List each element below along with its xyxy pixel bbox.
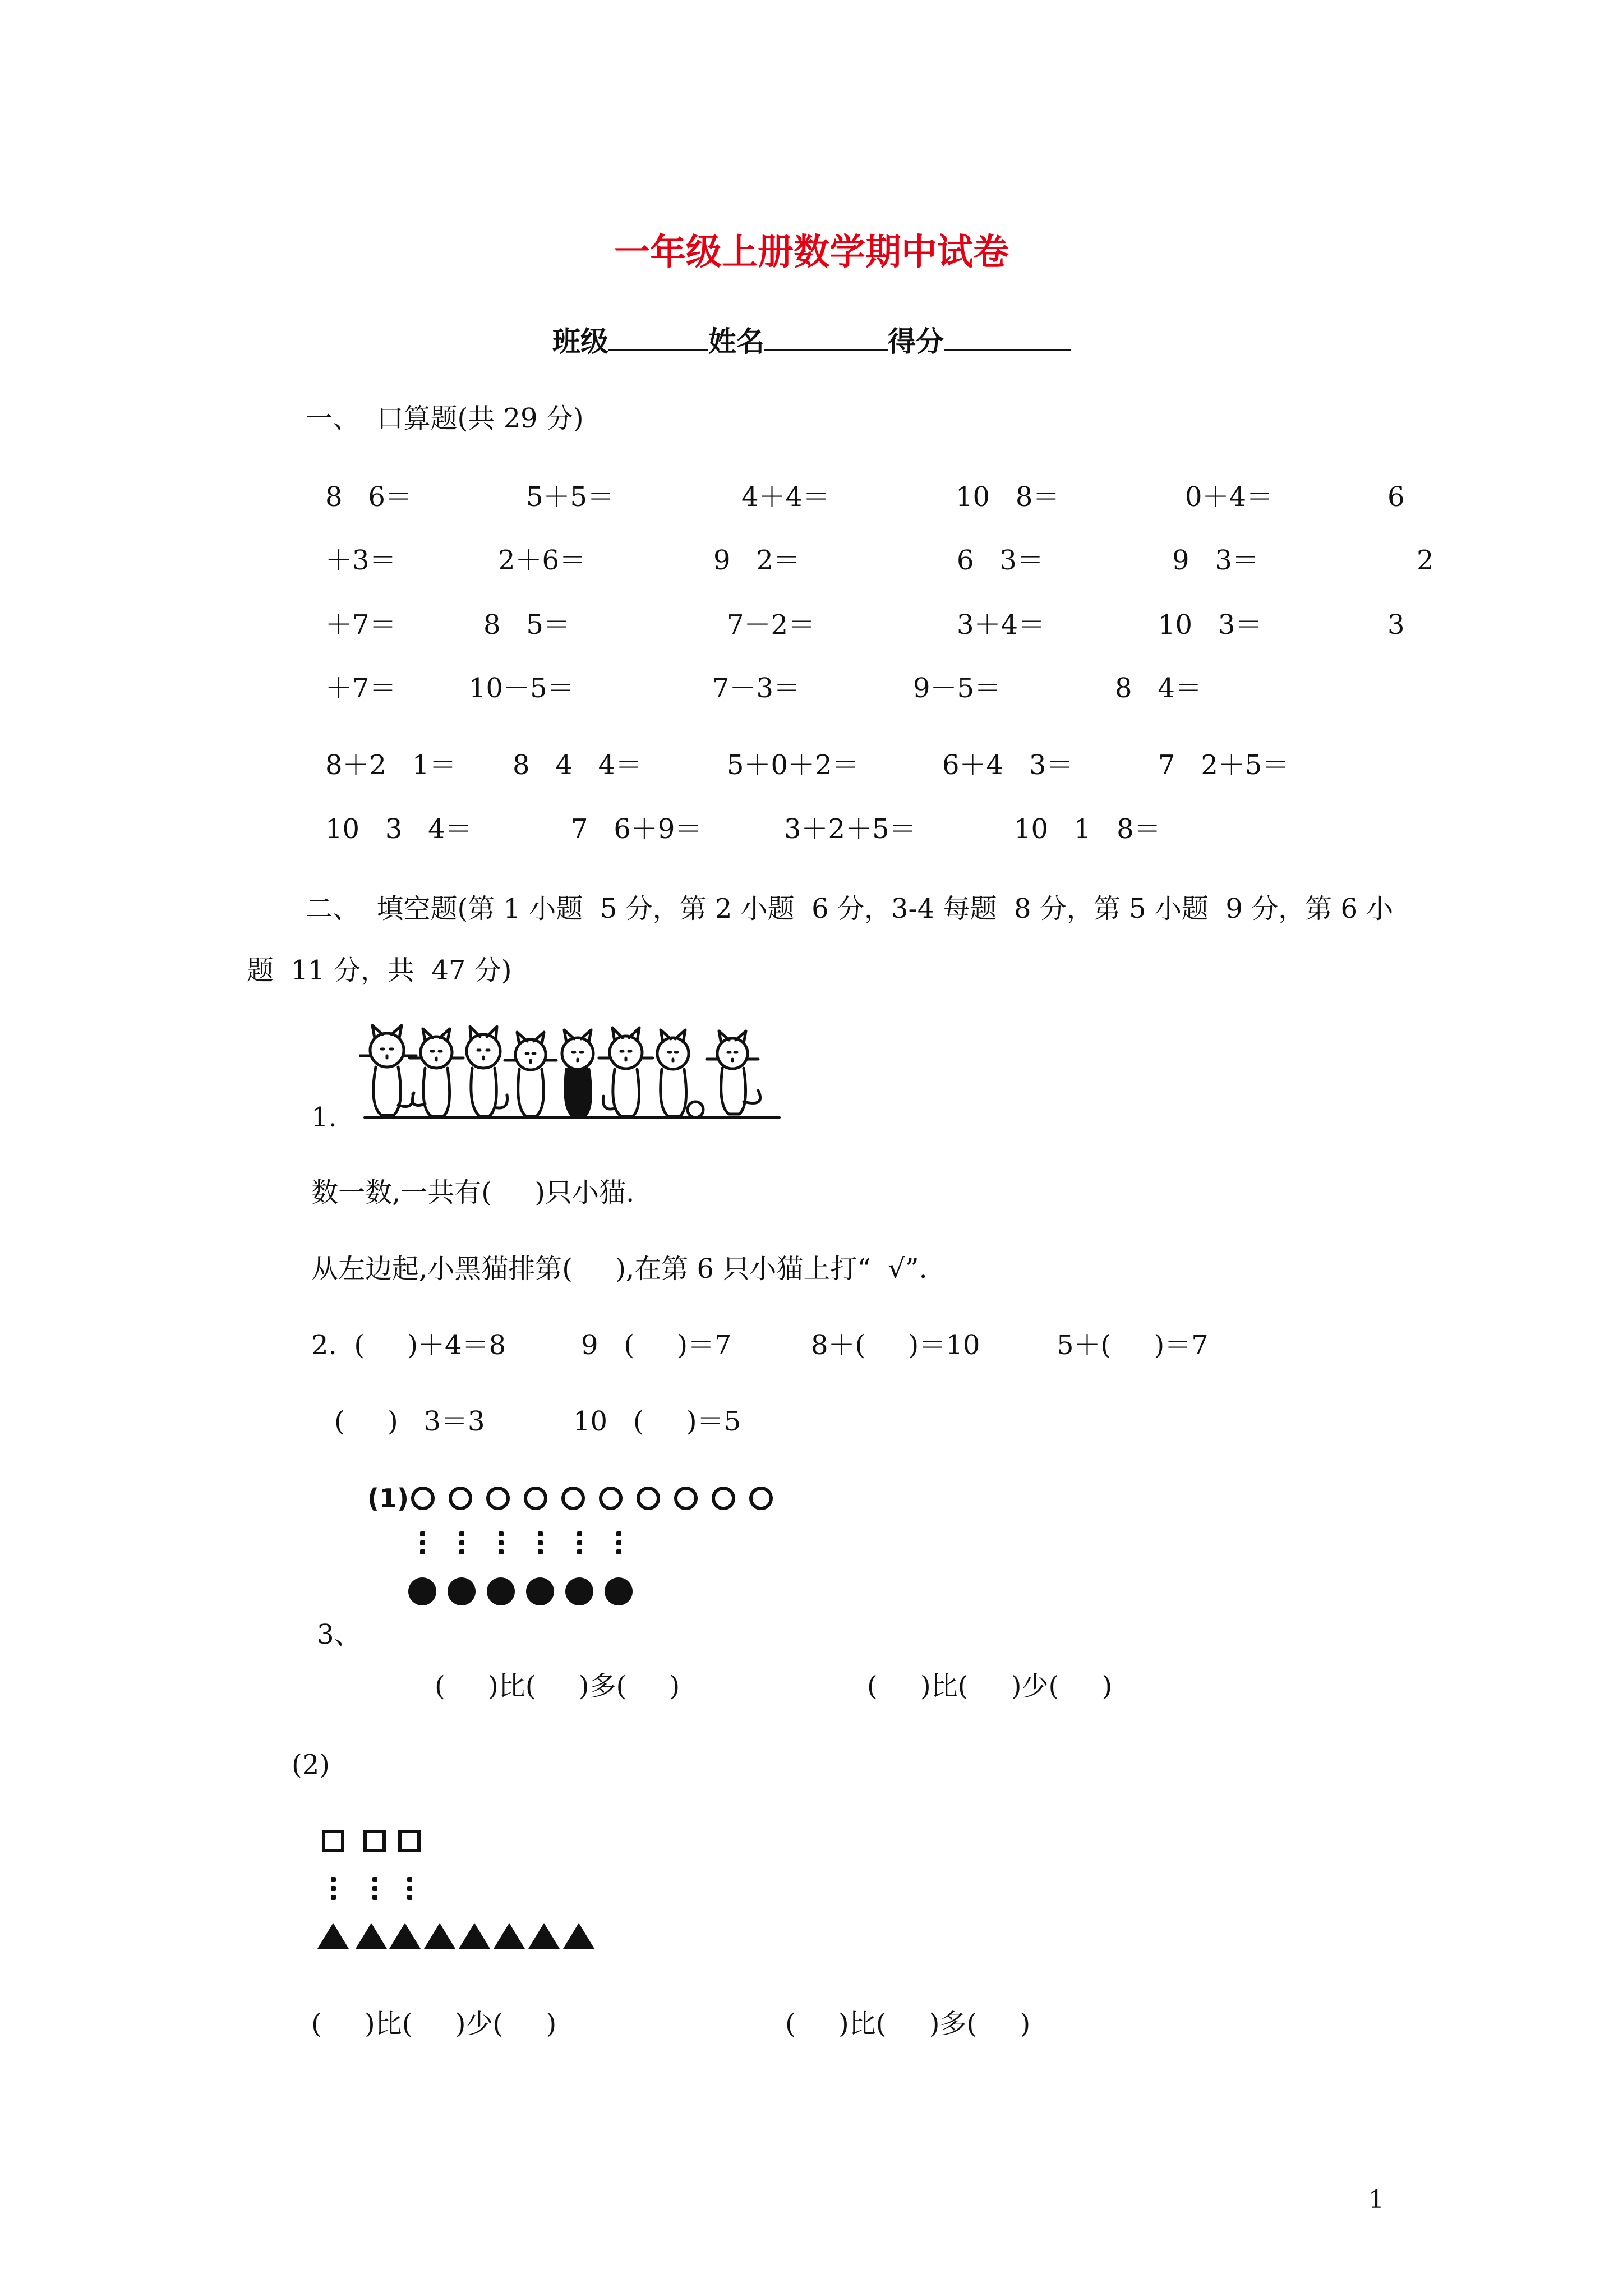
problem: 9－5＝ — [913, 673, 1002, 704]
problem: 0＋4＝ — [1185, 481, 1274, 513]
problem: 8 5＝ — [483, 609, 570, 641]
hollow-circle — [411, 1487, 435, 1510]
triangle-shape — [356, 1923, 387, 1949]
square-shape — [398, 1830, 421, 1852]
triangle-shape — [424, 1923, 455, 1949]
problem: 9 3＝ — [1172, 545, 1259, 576]
q3-part2-answer-b: ( )比( )多( ) — [785, 2008, 1031, 2040]
dotted-connector — [577, 1531, 583, 1559]
q3-part2-label: (2) — [292, 1749, 330, 1780]
q1-number: 1. — [311, 1102, 337, 1133]
problem: 8 4＝ — [1115, 673, 1202, 704]
problem: 7 2＋5＝ — [1158, 749, 1289, 781]
q3-number: 3、 — [317, 1619, 361, 1650]
dotted-connector — [407, 1877, 413, 1905]
cat-figure — [467, 1027, 508, 1116]
dotted-connector — [331, 1877, 336, 1905]
dotted-connector — [372, 1877, 378, 1905]
page-title: 一年级上册数学期中试卷 — [614, 231, 1009, 273]
problem: 10 8＝ — [956, 481, 1060, 513]
triangle-shape — [317, 1923, 349, 1949]
triangle-shape — [389, 1923, 421, 1949]
problem: 6 3＝ — [957, 545, 1044, 576]
black-cat-figure — [562, 1030, 593, 1116]
problem: ＋7＝ — [325, 673, 396, 704]
problem: 2＋6＝ — [498, 545, 587, 576]
problem: 4＋4＝ — [741, 481, 830, 513]
hollow-circle — [637, 1487, 660, 1510]
q2-item: 9 ( )＝7 — [581, 1329, 732, 1361]
q2-item: 2. ( )＋4＝8 — [311, 1329, 506, 1361]
filled-circle — [448, 1577, 476, 1605]
dotted-connector — [459, 1531, 465, 1559]
hollow-circle — [712, 1487, 735, 1510]
problem: 7－3＝ — [712, 673, 801, 704]
dotted-connector — [499, 1531, 504, 1559]
name-label: 姓名 — [708, 325, 764, 358]
dotted-connector — [420, 1531, 426, 1559]
q2-item: 5＋( )＝7 — [1057, 1329, 1209, 1361]
square-shape — [363, 1830, 386, 1852]
problem: 3＋4＝ — [957, 609, 1045, 641]
hollow-circle — [449, 1487, 472, 1510]
q3-part2-answer-a: ( )比( )少( ) — [311, 2008, 557, 2040]
problem: 7－2＝ — [727, 609, 815, 641]
q2-item: 10 ( )＝5 — [573, 1406, 741, 1437]
problem: 7 6＋9＝ — [571, 813, 702, 845]
hollow-circle — [524, 1487, 547, 1510]
hollow-circle — [749, 1487, 773, 1510]
problem: 8＋2 1＝ — [325, 749, 457, 781]
problem: 8 6＝ — [325, 481, 412, 513]
section1-heading: 一、 口算题(共 29 分) — [306, 403, 584, 434]
q3-part1-label: (1) — [367, 1483, 409, 1513]
q3-part1-answer-a: ( )比( )多( ) — [435, 1671, 680, 1702]
problem: 10 1 8＝ — [1014, 813, 1161, 845]
problem: 2 — [1417, 545, 1434, 576]
cat-figure — [359, 1025, 416, 1115]
section2-heading-cont: 题 11 分，共 47 分) — [247, 955, 512, 986]
cat-figure — [599, 1028, 653, 1116]
filled-circle — [565, 1577, 593, 1605]
problem: 10 3＝ — [1158, 609, 1262, 641]
q3-part1-answer-b: ( )比( )少( ) — [867, 1671, 1113, 1702]
q1-count-text: 数一数,一共有( )只小猫. — [311, 1177, 635, 1208]
problem: 5＋0＋2＝ — [727, 749, 859, 781]
cat-figure — [409, 1029, 463, 1116]
dotted-connector — [616, 1531, 622, 1559]
problem: 6＋4 3＝ — [942, 749, 1073, 781]
problem: 10－5＝ — [469, 673, 574, 704]
filled-circle — [408, 1577, 436, 1605]
cats-illustration — [359, 1021, 785, 1122]
filled-circle — [605, 1577, 633, 1605]
section2-heading: 二、 填空题(第 1 小题 5 分，第 2 小题 6 分，3-4 每题 8 分，第 5 小题 9 分，第 6 小 — [306, 893, 1394, 924]
cat-figure — [707, 1031, 760, 1114]
hollow-circle — [599, 1487, 623, 1510]
cat-figure — [657, 1030, 703, 1117]
name-blank — [764, 326, 888, 351]
problem: 8 4 4＝ — [513, 749, 643, 781]
q2-item: ( ) 3＝3 — [334, 1406, 485, 1437]
filled-circle — [487, 1577, 515, 1605]
triangle-shape — [563, 1923, 594, 1949]
problem: 5＋5＝ — [526, 481, 615, 513]
score-label: 得分 — [888, 325, 944, 358]
problem: ＋3＝ — [325, 545, 396, 576]
square-shape — [322, 1830, 344, 1852]
triangle-shape — [528, 1923, 560, 1949]
hollow-circle — [561, 1487, 585, 1510]
dotted-connector — [538, 1531, 543, 1559]
q1-position-text: 从左边起,小黑猫排第( ),在第 6 只小猫上打“ √”. — [311, 1253, 928, 1285]
student-info-line — [0, 326, 1623, 356]
q2-item: 8＋( )＝10 — [811, 1329, 980, 1361]
hollow-circle — [486, 1487, 510, 1510]
page-number: 1 — [1368, 2185, 1384, 2214]
problem: ＋7＝ — [325, 609, 396, 641]
triangle-shape — [459, 1923, 490, 1949]
problem: 3＋2＋5＝ — [784, 813, 916, 845]
score-blank — [944, 326, 1071, 351]
cat-figure — [505, 1032, 556, 1116]
problem: 10 3 4＝ — [325, 813, 472, 845]
problem: 3 — [1387, 609, 1405, 641]
hollow-circle — [674, 1487, 698, 1510]
class-blank — [608, 326, 708, 351]
filled-circle — [526, 1577, 554, 1605]
problem: 6 — [1387, 481, 1405, 513]
problem: 9 2＝ — [713, 545, 800, 576]
triangle-shape — [494, 1923, 525, 1949]
class-label: 班级 — [552, 325, 608, 358]
